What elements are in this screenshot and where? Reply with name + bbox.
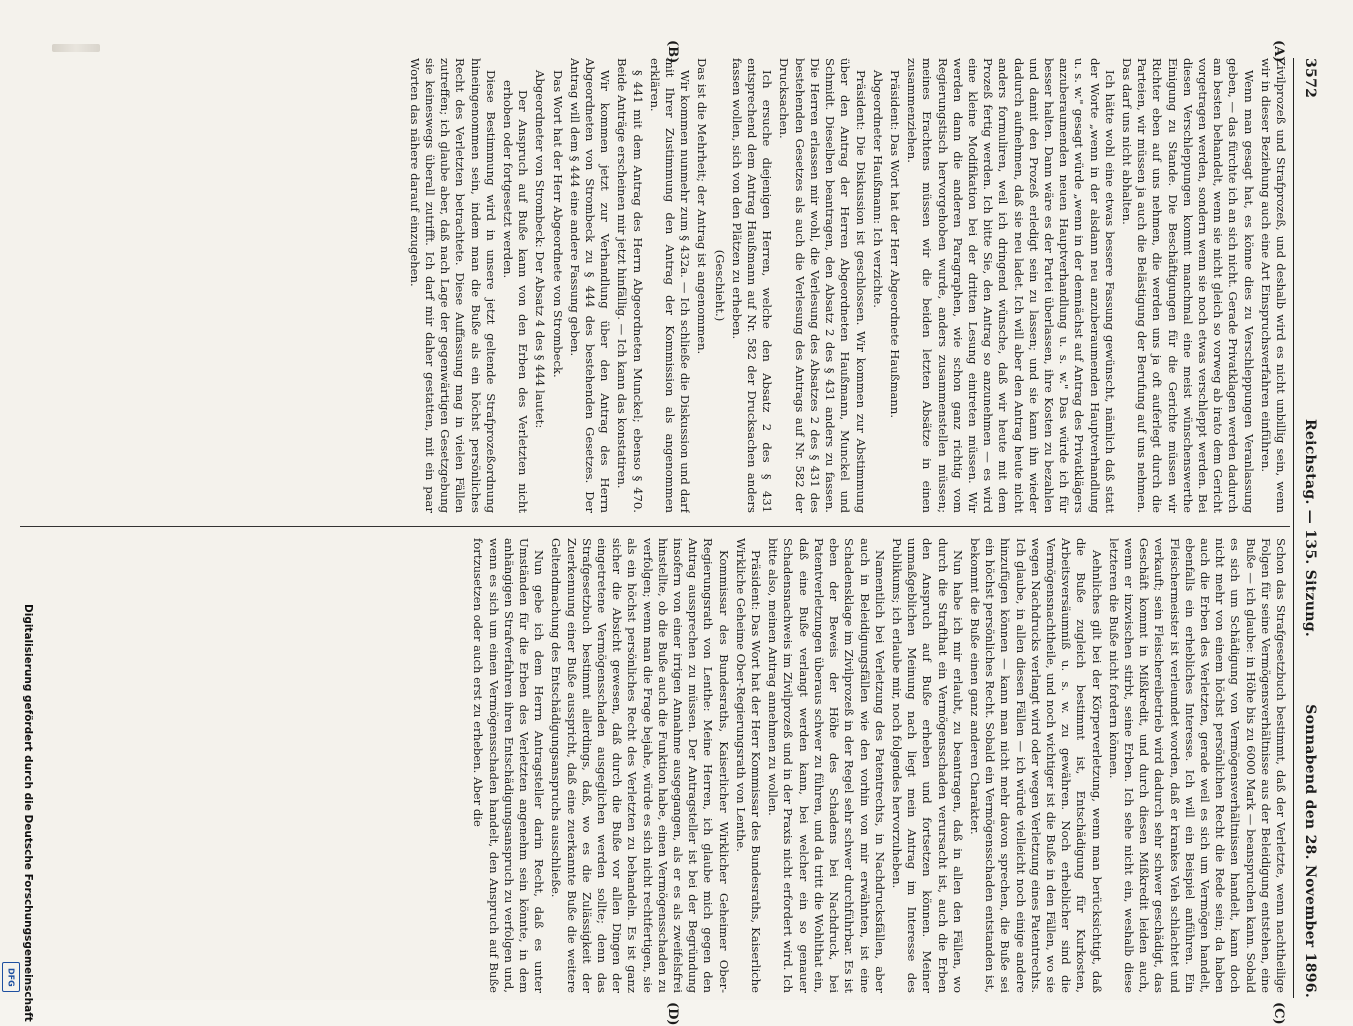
paragraph: Das Wort hat der Herr Abgeordnete von Strombeck. bbox=[550, 70, 565, 378]
paragraph: Abgeordneter Haußmann: Ich verzichte. bbox=[870, 70, 885, 308]
rotated-document-page bbox=[10, 40, 1320, 1026]
library-stamp bbox=[52, 44, 100, 52]
paragraph: Diese Bestimmung wird in unsere jetzt geltende Strafprozeßordnung hineingenommen sein, indem man die Buße als ein höchst persönliches Recht des Verletzten betrachtete. Diese Auffassung mag in vielen Fällen zutreffen; ich glaube aber, daß nach Lage der gegenwärtigen Gesetzgebung sie keineswegs überall zutrifft. Ich darf mir daher gestatten, mit ein paar Worten das nähere darauf einzugehen. bbox=[407, 58, 498, 513]
paragraph: Präsident: Die Diskussion ist geschlossen. Wir kommen zur Abstimmung über den Antrag der Herren Abgeordneten Haußmann, Munckel und Schmidt. Dieselben beantragen, den Absatz 2 des § 431 anders zu fassen. Die Herren erlassen mir wohl, die Verlesung des Absatzes 2 des § 431 des bestehenden Gesetzes als auch die Verlesung des Antrags auf Nr. 582 der Drucksachen. bbox=[777, 58, 868, 513]
paragraph: Aehnliches gilt bei der Körperverletzung, wenn man berücksichtigt, daß die Buße zugleich bestimmt ist, Entschädigung für Kurkosten, Arbeitsversäumniß u. s. w. zu gewähren. Noch erheblicher sind die Vermögensnachtheile, und noch wichtiger ist die Buße in den Fällen, wo sie wegen Nachdrucks verlangt wird oder wegen Verletzung eines Patentrechts. Ich glaube, in allen diesen Fällen — ich würde vielleicht noch einige andere hinzufügen können — kann man nicht mehr davon sprechen, die Buße sei ein höchst persönliches Recht. Sobald ein Vermögensschaden entstanden ist, bekommt die Buße einen ganz anderen Charakter. bbox=[967, 538, 1104, 993]
paragraph: Ich ersuche diejenigen Herren, welche den Absatz 2 des § 431 entsprechend dem Antrag Haußmann auf Nr. 582 der Drucksachen anders fassen wollen, sich von den Plätzen zu erheben. bbox=[729, 58, 775, 513]
paragraph: Präsident: Das Wort hat der Herr Abgeordnete Haußmann. bbox=[887, 70, 902, 419]
paragraph: Schon das Strafgesetzbuch bestimmt, daß der Verletzte, wenn nachtheilige Folgen für seine Vermögensverhältnisse aus der Beleidigung entstehen, eine Buße — ich glaube: in Höhe bis zu 6000 Mark — beanspruchen kann. Sobald es sich um Schädigung von Vermögensverhältnissen handelt, kann doch nicht mehr von einem höchst persönlichen Recht die Rede sein; da haben auch die Erben des Verletzten, gerade weil es sich um Vermögen handelt, ebenfalls ein erhebliches Interesse. Ich will ein Beispiel anführen. Ein Fleischermeister ist verleumdet worden, daß er krankes Vieh schlachtet und verkauft; sein Fleischereibetrieb wird dadurch sehr schwer geschädigt, das Geschäft kommt in Mißkredit, und durch diesen Mißkredit leiden auch, wenn er inzwischen stirbt, seine Erben. Ich sehe nicht ein, weshalb diese letzteren die Buße nicht fordern können. bbox=[1106, 538, 1288, 993]
margin-marker-d: (D) bbox=[665, 1002, 680, 1026]
margin-marker-c: (C) bbox=[1271, 1002, 1286, 1025]
paragraph: Nun habe ich mir erlaubt, zu beantragen, daß in allen den Fällen, wo durch die Strafthat ein Vermögensschaden verursacht ist, auch die Erben den Anspruch auf Buße erheben und fortsetzen können. Meiner unmaßgeblichen Meinung nach liegt mein Antrag im Interesse des Publikums; ich erlaube mir, noch folgendes hervorzuheben. bbox=[889, 538, 965, 993]
paragraph: Kommissar des Bundesraths, Kaiserlicher Wirklicher Geheimer Ober-Regierungsrath von Lenthe: Meine Herren, ich glaube mich gegen den Antrag aussprechen zu müssen. Der Antragsteller ist bei der Begründung insofern von einer irrigen Annahme ausgegangen, als er es als zweifelsfrei hinstellte, ob die Buße auch die Funktion habe, einen Vermögensschaden zu verfolgen; wenn man die Frage bejahe, würde es sich nicht rechtfertigen, sie als ein höchst persönliches Recht des Verletzten zu behandeln. Es ist ganz sicher die Absicht gewesen, daß durch die Buße vor allen Dingen der eingetretene Vermögensschaden ausgeglichen werden sollte; denn das Strafgesetzbuch bestimmt allerdings, daß, wo es die Zulässigkeit der Zuerkennung einer Buße ausspricht, daß eine zuerkannte Buße die weitere Geltendmachung des Entschädigungsanspruchs ausschließe. bbox=[549, 538, 731, 993]
paragraph: Das ist die Mehrheit; der Antrag ist angenommen. bbox=[695, 58, 710, 355]
paragraph: Der Anspruch auf Buße kann von den Erben des Verletzten nicht erhoben oder fortgesetzt werden. bbox=[501, 80, 531, 513]
paragraph: Ich hätte wohl eine etwas bessere Fassung gewünscht, nämlich daß statt der Worte „wenn in der alsdann neu anzuberaumenden Hauptverhandlung u. s. w." gesagt würde „wenn in der demnächst auf Antrag des Privatklägers anzuberaumenden neuen Hauptverhandlung u. s. w." Das würde ich für besser halten. Dann wäre es der Partei überlassen, ihre Kosten zu bezahlen und damit den Prozeß erledigt sein zu lassen; und sie kann ihn wieder dadurch aufnehmen, daß sie neu ladet. Ich will aber den Antrag heute nicht anders formuliren, weil ich dringend wünsche, daß wir heute mit dem Prozeß fertig werden. Ich bitte Sie, den Antrag so anzunehmen — es wird eine kleine Modifikation bei der dritten Lesung eintreten müssen. Wir werden dann die anderen Paragraphen, wie schon ganz richtig vom Regierungstisch hervorgehoben wurde, anders zusammenstellen müssen; meines Erachtens müssen wir die beiden letzten Absätze in einen zusammenziehen. bbox=[905, 58, 1117, 513]
paragraph: Präsident: Das Wort hat der Herr Kommissar des Bundesraths, Kaiserliche Wirkliche Geheime Ober-Regierungsrath von Lenthe. bbox=[733, 538, 764, 993]
page-header bbox=[1294, 58, 1320, 998]
column-divider bbox=[20, 526, 1290, 527]
session-date: Sonnabend den 28. November 1896. bbox=[1302, 704, 1318, 998]
paragraph: Wir kommen jetzt zur Verhandlung über den Antrag des Herrn Abgeordneten von Strombeck zu § 444 des bestehenden Gesetzes. Der Antrag will dem § 444 eine andere Fassung geben. bbox=[567, 58, 613, 513]
paragraph: Wir kommen nunmehr zum § 432a. — Ich schließe die Diskussion und darf mit Ihrer Zustimmung den Antrag der Kommission als angenommen erklären. bbox=[647, 58, 693, 513]
page-number: 3572 bbox=[1302, 58, 1318, 99]
right-text-column bbox=[23, 538, 1288, 993]
margin-marker-b: (B) bbox=[665, 40, 680, 64]
paragraph: Nun gebe ich dem Herrn Antragsteller darin Recht, daß es unter Umständen für die Erben des Verletzten angenehm sein könnte, in dem anhängigen Strafverfahren ihren Entschädigungsanspruch zu verfolgen und, wenn es sich um einen Vermögensschaden handelt, den Anspruch auf Buße fortzusetzen oder auch erst zu erheben. Aber die bbox=[471, 538, 547, 993]
paragraph: Wenn man gesagt hat, es könne dies zu Verschleppungen Veranlassung geben, — das fürchte ich an sich nicht. Gerade Privatklagen werden dadurch am besten behandelt, wenn sie nicht gleich so vorweg ab irato dem Gericht vorgetragen werden, sondern wenn sie noch etwas verschleppt werden. Bei diesen Verschleppungen kommt manchmal eine meist wünschenswerthe Einigung zu Stande. Die Beschäftigungen für die Gerichte müssen wir Richter eben auf uns nehmen, die werden uns ja oft auferlegt durch die Parteien, wir müssen ja auch die Belästigung der Berufung auf uns nehmen. Das darf uns nicht abhalten. bbox=[1119, 58, 1256, 513]
paragraph: Abgeordneter von Strombeck: Der Absatz 4 des § 444 lautet: bbox=[533, 70, 548, 429]
paragraph: Zivilprozeß und Strafprozeß, und deshalb wird es nicht unbillig sein, wenn wir in dieser Beziehung auch eine Art Einspruchsverfahren einführen. bbox=[1258, 58, 1288, 513]
paragraph: Namentlich bei Verletzung des Patentrechts, in Nachdrucksfällen, aber auch in Beleidigungsfällen wie den vorhin von mir erwähnten, ist eine Schadensklage im Zivilprozeß in der Regel sehr schwer durchführbar. Es ist eben der Beweis der Höhe des Schadens bei Nachdruck, bei Patentverletzungen überaus schwer zu führen, und da tritt die Wohlthat ein, daß eine Buße verlangt werden kann, bei welcher ein so genauer Schadensnachweis im Zivilprozeß und in der Praxis nicht erfordert wird. Ich bitte also, meinen Antrag annehmen zu wollen. bbox=[766, 538, 887, 993]
dfg-logo: DFG bbox=[2, 962, 20, 992]
margin-marker-a: (A) bbox=[1271, 40, 1286, 63]
paragraph: (Geschieht.) bbox=[712, 249, 727, 322]
session-title: Reichstag. — 135. Sitzung. bbox=[1302, 418, 1318, 638]
digitization-credit: Digitalisierung gefördert durch die Deutsche Forschungsgemeinschaft bbox=[22, 604, 34, 1022]
left-text-column bbox=[23, 58, 1288, 513]
paragraph: § 441 mit dem Antrag des Herrn Abgeordneten Munckel; ebenso § 470. Beide Anträge erscheinen mir jetzt hinfällig. — Ich kann das konstatiren. bbox=[615, 58, 645, 513]
header-rule bbox=[1293, 58, 1294, 998]
